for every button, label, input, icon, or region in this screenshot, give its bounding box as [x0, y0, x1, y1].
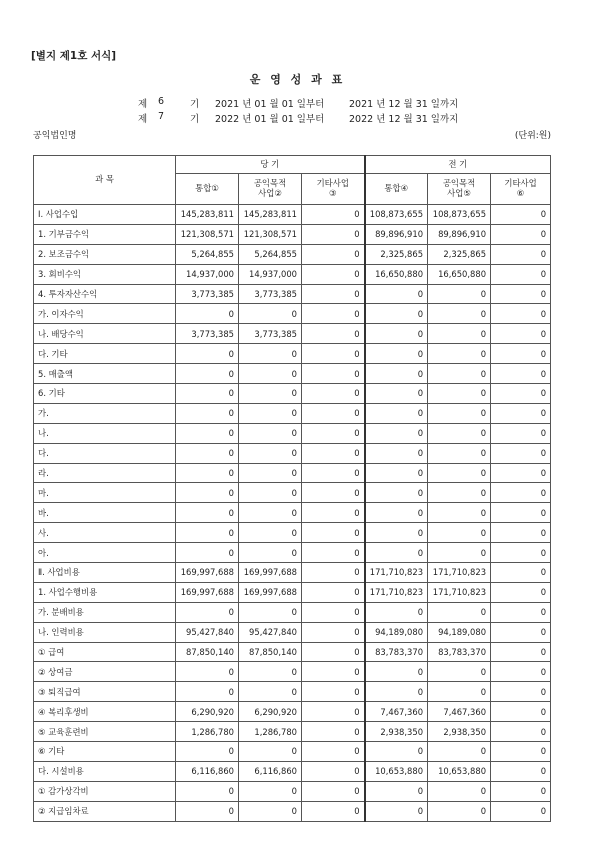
value-cell: 0: [239, 344, 302, 364]
value-cell: 0: [491, 563, 551, 583]
value-cell: 0: [239, 403, 302, 423]
row-label: 바.: [34, 503, 176, 523]
value-cell: 0: [302, 742, 365, 762]
value-cell: 6,116,860: [176, 761, 239, 781]
value-cell: 0: [302, 503, 365, 523]
value-cell: 0: [428, 781, 491, 801]
value-cell: 16,650,880: [365, 264, 428, 284]
value-cell: 0: [491, 483, 551, 503]
value-cell: 0: [176, 304, 239, 324]
unit-label: (단위:원): [514, 131, 551, 141]
value-cell: 6,290,920: [176, 702, 239, 722]
value-cell: 0: [491, 682, 551, 702]
row-label: 6. 기타: [34, 384, 176, 404]
value-cell: 0: [176, 483, 239, 503]
row-label: ⑤ 교육훈련비: [34, 722, 176, 742]
value-cell: 83,783,370: [428, 642, 491, 662]
value-cell: 2,325,865: [428, 244, 491, 264]
row-label: ② 지급임차료: [34, 801, 176, 821]
value-cell: 0: [491, 503, 551, 523]
value-cell: 0: [239, 364, 302, 384]
value-cell: 0: [176, 523, 239, 543]
period-from: 2022 년 01 월 01 일부터: [215, 114, 325, 125]
value-cell: 83,783,370: [365, 642, 428, 662]
value-cell: 169,997,688: [176, 563, 239, 583]
value-cell: 169,997,688: [176, 582, 239, 602]
value-cell: 0: [302, 702, 365, 722]
col-header: 통합④: [365, 174, 428, 205]
value-cell: 0: [491, 742, 551, 762]
value-cell: 0: [302, 523, 365, 543]
value-cell: 0: [176, 344, 239, 364]
row-label: 다. 시설비용: [34, 761, 176, 781]
value-cell: 0: [302, 722, 365, 742]
table-row: [34, 682, 551, 702]
value-cell: 0: [302, 543, 365, 563]
value-cell: 0: [302, 781, 365, 801]
table-row: [34, 423, 551, 443]
value-cell: 0: [428, 801, 491, 821]
value-cell: 0: [239, 662, 302, 682]
value-cell: 0: [491, 602, 551, 622]
value-cell: 0: [428, 324, 491, 344]
value-cell: 0: [491, 423, 551, 443]
value-cell: 0: [176, 682, 239, 702]
value-cell: 0: [365, 483, 428, 503]
value-cell: 10,653,880: [428, 761, 491, 781]
value-cell: 169,997,688: [239, 582, 302, 602]
period-number: 6: [158, 96, 165, 107]
value-cell: 0: [239, 423, 302, 443]
value-cell: 0: [365, 503, 428, 523]
table-row: [34, 722, 551, 742]
row-label: ④ 복리후생비: [34, 702, 176, 722]
value-cell: 0: [428, 503, 491, 523]
row-label: 다. 기타: [34, 344, 176, 364]
table-row: [34, 264, 551, 284]
value-cell: 0: [176, 423, 239, 443]
value-cell: 0: [239, 463, 302, 483]
table-row: [34, 602, 551, 622]
value-cell: 3,773,385: [239, 324, 302, 344]
value-cell: 0: [239, 742, 302, 762]
table-row: [34, 543, 551, 563]
period-from: 2021 년 01 월 01 일부터: [215, 99, 325, 110]
value-cell: 0: [176, 403, 239, 423]
row-label: 마.: [34, 483, 176, 503]
period-label: 제: [138, 99, 148, 110]
table-row: [34, 324, 551, 344]
row-label: 나.: [34, 423, 176, 443]
value-cell: 95,427,840: [176, 622, 239, 642]
period-to: 2021 년 12 월 31 일까지: [349, 99, 459, 110]
value-cell: 0: [428, 443, 491, 463]
table-row: [34, 463, 551, 483]
value-cell: 0: [176, 503, 239, 523]
value-cell: 0: [491, 304, 551, 324]
value-cell: 0: [491, 284, 551, 304]
previous-period-header: 전 기: [365, 156, 551, 174]
value-cell: 14,937,000: [176, 264, 239, 284]
value-cell: 0: [491, 801, 551, 821]
value-cell: 0: [239, 682, 302, 702]
table-row: [34, 742, 551, 762]
value-cell: 0: [365, 284, 428, 304]
form-number-tag: [별지 제1호 서식]: [31, 50, 117, 62]
value-cell: 0: [302, 304, 365, 324]
row-label: 가. 이자수익: [34, 304, 176, 324]
table-row: [34, 642, 551, 662]
value-cell: 0: [428, 403, 491, 423]
table-row: [34, 244, 551, 264]
value-cell: 0: [239, 602, 302, 622]
value-cell: 3,773,385: [176, 284, 239, 304]
value-cell: 171,710,823: [365, 563, 428, 583]
value-cell: 0: [491, 364, 551, 384]
table-row: [34, 622, 551, 642]
period-number: 7: [158, 111, 165, 122]
value-cell: 5,264,855: [239, 244, 302, 264]
value-cell: 7,467,360: [365, 702, 428, 722]
value-cell: 0: [428, 742, 491, 762]
current-period-header: 당 기: [176, 156, 365, 174]
value-cell: 145,283,811: [176, 205, 239, 225]
value-cell: 3,773,385: [239, 284, 302, 304]
value-cell: 0: [491, 642, 551, 662]
value-cell: 0: [428, 543, 491, 563]
value-cell: 0: [302, 662, 365, 682]
value-cell: 0: [491, 702, 551, 722]
row-label: 라.: [34, 463, 176, 483]
value-cell: 0: [302, 761, 365, 781]
value-cell: 108,873,655: [428, 205, 491, 225]
value-cell: 0: [491, 244, 551, 264]
document-title: 운 영 성 과 표: [249, 73, 346, 86]
value-cell: 0: [428, 423, 491, 443]
value-cell: 0: [302, 622, 365, 642]
value-cell: 0: [302, 264, 365, 284]
row-label: Ⅱ. 사업비용: [34, 563, 176, 583]
value-cell: 0: [302, 563, 365, 583]
value-cell: 0: [491, 463, 551, 483]
value-cell: 0: [302, 602, 365, 622]
value-cell: 171,710,823: [365, 582, 428, 602]
period-to: 2022 년 12 월 31 일까지: [349, 114, 459, 125]
value-cell: 169,997,688: [239, 563, 302, 583]
row-label: 3. 회비수익: [34, 264, 176, 284]
subject-header: 과 목: [34, 156, 176, 205]
value-cell: 0: [302, 364, 365, 384]
value-cell: 0: [176, 384, 239, 404]
value-cell: 0: [176, 364, 239, 384]
row-label: 1. 사업수행비용: [34, 582, 176, 602]
value-cell: 14,937,000: [239, 264, 302, 284]
value-cell: 0: [365, 304, 428, 324]
value-cell: 0: [365, 403, 428, 423]
row-label: 5. 매출액: [34, 364, 176, 384]
value-cell: 0: [428, 304, 491, 324]
row-label: ① 감가상각비: [34, 781, 176, 801]
value-cell: 0: [239, 523, 302, 543]
col-header: 공익목적 사업②: [239, 174, 302, 205]
row-label: 4. 투자자산수익: [34, 284, 176, 304]
value-cell: 0: [491, 622, 551, 642]
value-cell: 0: [428, 364, 491, 384]
value-cell: 0: [491, 403, 551, 423]
value-cell: 0: [428, 523, 491, 543]
value-cell: 2,325,865: [365, 244, 428, 264]
value-cell: 0: [365, 781, 428, 801]
value-cell: 0: [428, 463, 491, 483]
table-row: [34, 205, 551, 225]
value-cell: 87,850,140: [239, 642, 302, 662]
value-cell: 0: [239, 503, 302, 523]
value-cell: 95,427,840: [239, 622, 302, 642]
value-cell: 2,938,350: [428, 722, 491, 742]
col-header: 통합①: [176, 174, 239, 205]
table-row: [34, 344, 551, 364]
value-cell: 0: [302, 682, 365, 702]
row-label: 1. 기부금수익: [34, 224, 176, 244]
value-cell: 89,896,910: [428, 224, 491, 244]
table-row: [34, 224, 551, 244]
value-cell: 0: [176, 602, 239, 622]
period-gi: 기: [190, 114, 200, 125]
value-cell: 0: [491, 384, 551, 404]
value-cell: 0: [239, 304, 302, 324]
value-cell: 0: [491, 543, 551, 563]
period-gi: 기: [190, 99, 200, 110]
value-cell: 0: [491, 264, 551, 284]
value-cell: 0: [176, 781, 239, 801]
value-cell: 1,286,780: [239, 722, 302, 742]
value-cell: 121,308,571: [176, 224, 239, 244]
value-cell: 0: [428, 384, 491, 404]
table-row: [34, 364, 551, 384]
value-cell: 5,264,855: [176, 244, 239, 264]
value-cell: 0: [302, 403, 365, 423]
value-cell: 0: [302, 344, 365, 364]
value-cell: 89,896,910: [365, 224, 428, 244]
value-cell: 0: [491, 205, 551, 225]
table-row: [34, 781, 551, 801]
value-cell: 145,283,811: [239, 205, 302, 225]
value-cell: 0: [239, 543, 302, 563]
value-cell: 0: [428, 662, 491, 682]
value-cell: 0: [239, 443, 302, 463]
value-cell: 0: [239, 801, 302, 821]
row-label: ⑥ 기타: [34, 742, 176, 762]
value-cell: 0: [239, 384, 302, 404]
value-cell: 0: [176, 443, 239, 463]
value-cell: 0: [176, 662, 239, 682]
value-cell: 0: [491, 761, 551, 781]
value-cell: 0: [176, 742, 239, 762]
value-cell: 2,938,350: [365, 722, 428, 742]
value-cell: 0: [428, 344, 491, 364]
value-cell: 0: [302, 582, 365, 602]
value-cell: 0: [176, 463, 239, 483]
value-cell: 0: [365, 662, 428, 682]
value-cell: 0: [302, 423, 365, 443]
value-cell: 0: [428, 284, 491, 304]
period-label: 제: [138, 114, 148, 125]
row-label: 사.: [34, 523, 176, 543]
value-cell: 108,873,655: [365, 205, 428, 225]
table-row: [34, 503, 551, 523]
row-label: ③ 퇴직급여: [34, 682, 176, 702]
value-cell: 0: [302, 483, 365, 503]
value-cell: 0: [428, 483, 491, 503]
value-cell: 0: [302, 384, 365, 404]
value-cell: 0: [365, 443, 428, 463]
col-header: 기타사업 ⑥: [491, 174, 551, 205]
value-cell: 0: [365, 423, 428, 443]
value-cell: 0: [176, 801, 239, 821]
value-cell: 0: [302, 224, 365, 244]
value-cell: 0: [302, 801, 365, 821]
value-cell: 0: [302, 205, 365, 225]
row-label: 나. 배당수익: [34, 324, 176, 344]
value-cell: 0: [302, 284, 365, 304]
row-label: ① 급여: [34, 642, 176, 662]
table-row: [34, 284, 551, 304]
value-cell: 0: [491, 662, 551, 682]
value-cell: 0: [428, 602, 491, 622]
table-row: [34, 801, 551, 821]
value-cell: 0: [428, 682, 491, 702]
value-cell: 94,189,080: [365, 622, 428, 642]
value-cell: 0: [239, 781, 302, 801]
value-cell: 0: [365, 682, 428, 702]
col-header: 공익목적 사업⑤: [428, 174, 491, 205]
value-cell: 0: [302, 642, 365, 662]
table-row: [34, 304, 551, 324]
value-cell: 0: [365, 344, 428, 364]
value-cell: 0: [491, 344, 551, 364]
value-cell: 0: [365, 801, 428, 821]
value-cell: 87,850,140: [176, 642, 239, 662]
value-cell: 10,653,880: [365, 761, 428, 781]
value-cell: 1,286,780: [176, 722, 239, 742]
value-cell: 0: [491, 582, 551, 602]
value-cell: 0: [239, 483, 302, 503]
operating-results-table: [33, 155, 551, 822]
table-row: [34, 582, 551, 602]
value-cell: 0: [491, 523, 551, 543]
row-label: 나. 인력비용: [34, 622, 176, 642]
col-header: 기타사업 ③: [302, 174, 365, 205]
value-cell: 121,308,571: [239, 224, 302, 244]
table-row: [34, 443, 551, 463]
value-cell: 7,467,360: [428, 702, 491, 722]
value-cell: 0: [491, 443, 551, 463]
table-row: [34, 761, 551, 781]
table-row: [34, 523, 551, 543]
value-cell: 0: [365, 742, 428, 762]
row-label: 가.: [34, 403, 176, 423]
value-cell: 3,773,385: [176, 324, 239, 344]
value-cell: 0: [302, 463, 365, 483]
table-row: [34, 563, 551, 583]
value-cell: 0: [365, 324, 428, 344]
row-label: 가. 분배비용: [34, 602, 176, 622]
value-cell: 16,650,880: [428, 264, 491, 284]
value-cell: 0: [365, 602, 428, 622]
value-cell: 0: [491, 224, 551, 244]
value-cell: 171,710,823: [428, 582, 491, 602]
row-label: 2. 보조금수익: [34, 244, 176, 264]
table-row: [34, 483, 551, 503]
value-cell: 94,189,080: [428, 622, 491, 642]
corporation-name-label: 공익법인명: [33, 131, 77, 141]
table-row: [34, 702, 551, 722]
value-cell: 0: [365, 543, 428, 563]
value-cell: 6,290,920: [239, 702, 302, 722]
value-cell: 0: [365, 384, 428, 404]
row-label: Ⅰ. 사업수입: [34, 205, 176, 225]
row-label: 다.: [34, 443, 176, 463]
value-cell: 0: [365, 463, 428, 483]
table-row: [34, 662, 551, 682]
value-cell: 0: [365, 364, 428, 384]
value-cell: 0: [365, 523, 428, 543]
value-cell: 0: [491, 722, 551, 742]
value-cell: 6,116,860: [239, 761, 302, 781]
row-label: ② 상여금: [34, 662, 176, 682]
value-cell: 0: [491, 324, 551, 344]
row-label: 아.: [34, 543, 176, 563]
value-cell: 0: [302, 443, 365, 463]
value-cell: 0: [176, 543, 239, 563]
table-row: [34, 384, 551, 404]
value-cell: 0: [302, 324, 365, 344]
value-cell: 0: [302, 244, 365, 264]
value-cell: 0: [491, 781, 551, 801]
value-cell: 171,710,823: [428, 563, 491, 583]
table-row: [34, 403, 551, 423]
